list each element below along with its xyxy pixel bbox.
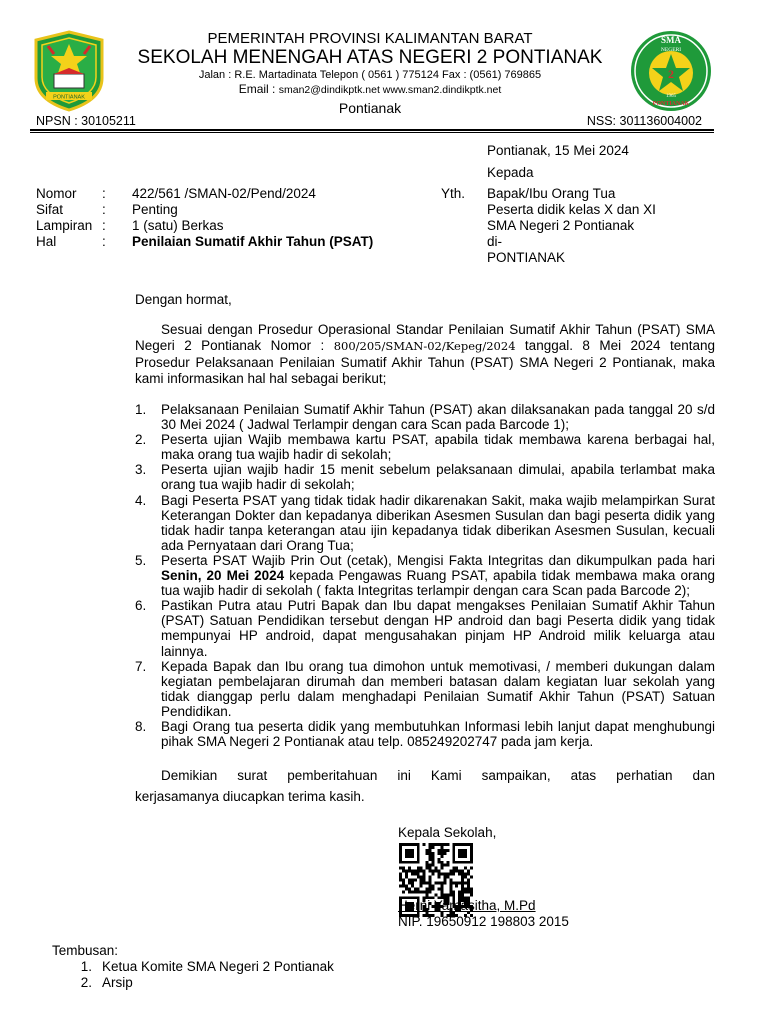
tembusan-title: Tembusan: bbox=[52, 943, 119, 958]
meta-label: Hal bbox=[36, 234, 57, 249]
school-name: SEKOLAH MENENGAH ATAS NEGERI 2 PONTIANAK bbox=[137, 47, 603, 68]
item-text: Kepada Bapak dan Ibu orang tua dimohon untuk memotivasi, / memberi dukungan dalam kegiatan pembelajaran dirumah dan memberi batasan dalam kegiatan luar sekolah yang tidak dianggap perlu dalam menghadapi Penilaian Sumatif Akhir Tahun (PSAT) Satuan Pendidikan. bbox=[161, 658, 715, 719]
list-item bbox=[135, 659, 715, 719]
meta-label: Lampiran bbox=[36, 218, 93, 233]
item-number: 3. bbox=[135, 462, 147, 478]
meta-value: Penting bbox=[132, 202, 178, 217]
svg-text:SMA: SMA bbox=[661, 35, 681, 45]
closing-line: Demikian surat pemberitahuan ini Kami sampaikan, atas perhatian dan bbox=[161, 768, 715, 783]
item-text: Peserta ujian Wajib membawa kartu PSAT, apabila tidak membawa karena berbagai hal, maka orang tua wajib hadir di sekolah; bbox=[161, 432, 715, 463]
recipient-line: Peserta didik kelas X dan XI bbox=[487, 202, 656, 217]
nss-number: NSS: 301136004002 bbox=[586, 114, 702, 128]
provincial-emblem-logo bbox=[32, 30, 106, 112]
item-number: 4. bbox=[135, 492, 147, 508]
closing-paragraph bbox=[135, 765, 715, 807]
item-number: 1. bbox=[135, 402, 147, 417]
item-text: Pelaksanaan Penilaian Sumatif Akhir Tahun (PSAT) akan dilaksanakan pada tanggal 20 s/d 30 Mei 2024 ( Jadwal Terlampir dengan cara Scan pada Barcode 1); bbox=[161, 402, 715, 433]
recipient-line: di- bbox=[487, 234, 503, 249]
list-item bbox=[135, 553, 715, 598]
salutation: Dengan hormat, bbox=[135, 292, 232, 307]
item-text-part: kepada Pengawas Ruang PSAT, apabila tidak membawa maka orang tua wajib hadir di sekolah ( fakta Integritas terlampir dengan cara Scan pada Barcode 2); bbox=[161, 568, 715, 599]
meta-label: Nomor bbox=[36, 186, 77, 201]
kepada-label: Kepada bbox=[487, 165, 534, 180]
header-divider-thick bbox=[30, 129, 714, 131]
list-item bbox=[135, 719, 715, 749]
item-text: Ketua Komite SMA Negeri 2 Pontianak bbox=[102, 959, 334, 974]
letter-meta bbox=[36, 186, 373, 250]
school-logo bbox=[630, 30, 712, 112]
item-text: Pastikan Putra atau Putri Bapak dan Ibu dapat mengakses Penilaian Sumatif Akhir Tahun (PSAT) Satuan Pendidikan tersebut dengan HP android dan bagi Peserta didik yang tidak mempunyai HP android, dapat mengusahakan pinjam HP Android milik keluarga atau lainnya. bbox=[161, 598, 715, 659]
tembusan-item bbox=[52, 975, 334, 991]
reference-number: 800/205/SMAN-02/Kepeg/2024 bbox=[333, 339, 516, 354]
item-text: Bagi Peserta PSAT yang tidak tidak hadir dikarenakan Sakit, maka wajib melampirkan Surat Keterangan Dokter dan kepadanya diberikan Asesmen Susulan dan bagi peserta didik yang tidak hadir tanpa keterangan atau ijin kepadanya tidak diberikan Asesmen Susulan, kecuali ada Pernyataan dari Orang Tua; bbox=[161, 492, 715, 553]
letterhead bbox=[110, 30, 630, 117]
signatory-name: Herni Yamasitha, M.Pd bbox=[398, 898, 536, 913]
carbon-copy-section bbox=[52, 943, 334, 991]
svg-text:PONTIANAK: PONTIANAK bbox=[652, 101, 690, 107]
svg-text:2: 2 bbox=[668, 67, 674, 81]
svg-text:NEGERI: NEGERI bbox=[660, 47, 682, 53]
meta-value: 1 (satu) Berkas bbox=[132, 218, 224, 233]
school-contact bbox=[110, 82, 630, 98]
school-address: Jalan : R.E. Martadinata Telepon ( 0561 ) 775124 Fax : (0561) 769865 bbox=[198, 69, 542, 81]
item-number: 2. bbox=[80, 975, 92, 990]
list-item bbox=[135, 598, 715, 658]
meta-label: Sifat bbox=[36, 202, 64, 217]
letter-date: Pontianak, 15 Mei 2024 bbox=[487, 143, 629, 158]
recipient-line: PONTIANAK bbox=[487, 250, 566, 265]
signatory-nip: NIP. 19650912 198803 2015 bbox=[398, 914, 569, 929]
meta-colon: : bbox=[102, 186, 106, 201]
item-text: Arsip bbox=[102, 975, 133, 990]
closing-line: kerjasamanya diucapkan terima kasih. bbox=[135, 789, 365, 804]
signature-block bbox=[398, 898, 569, 930]
yth-label: Yth. bbox=[441, 186, 466, 201]
header-divider-thin bbox=[30, 132, 714, 133]
subject-value: Penilaian Sumatif Akhir Tahun (PSAT) bbox=[132, 234, 374, 249]
meta-row bbox=[36, 202, 373, 218]
recipient-address bbox=[487, 186, 656, 266]
svg-text:1965: 1965 bbox=[666, 94, 676, 99]
item-number: 8. bbox=[135, 718, 147, 734]
information-list bbox=[135, 402, 715, 749]
meta-value: 422/561 /SMAN-02/Pend/2024 bbox=[132, 186, 316, 201]
npsn-number: NPSN : 30105211 bbox=[36, 114, 136, 128]
item-number: 6. bbox=[135, 598, 147, 614]
list-item bbox=[135, 402, 715, 432]
item-text: Peserta ujian wajib hadir 15 menit sebelum pelaksanaan dimulai, apabila terlambat maka orang tua wajib hadir di sekolah; bbox=[161, 462, 715, 493]
deadline-date: Senin, 20 Mei 2024 bbox=[161, 568, 285, 584]
meta-row bbox=[36, 234, 373, 250]
item-number: 5. bbox=[135, 552, 147, 568]
list-item bbox=[135, 432, 715, 462]
recipient-line: SMA Negeri 2 Pontianak bbox=[487, 218, 635, 233]
email-label: Email : bbox=[238, 82, 279, 96]
government-name: PEMERINTAH PROVINSI KALIMANTAN BARAT bbox=[207, 30, 533, 47]
item-text: Bagi Orang tua peserta didik yang membutuhkan Informasi lebih lanjut dapat menghubungi pihak SMA Negeri 2 Pontianak atau telp. 085249202747 pada jam kerja. bbox=[161, 718, 715, 750]
opening-text: Sesuai dengan Prosedur Operasional Standar Penilaian Sumatif Akhir Tahun (PSAT) SMA Negeri 2 Pontianak Nomor : bbox=[135, 322, 715, 354]
opening-text-cont: tanggal. 8 Mei 2024 tentang Prosedur Pelaksanaan Penilaian Sumatif Akhir Tahun (PSAT) SMA Negeri 2 Pontianak, maka kami informasikan hal hal sebagai berikut; bbox=[135, 338, 715, 386]
item-text-part: Peserta PSAT Wajib Prin Out (cetak), Mengisi Fakta Integritas dan dikumpulkan pada hari bbox=[161, 552, 715, 568]
item-number: 1. bbox=[80, 959, 92, 974]
meta-colon: : bbox=[102, 202, 106, 217]
list-item bbox=[135, 462, 715, 492]
svg-text:PONTIANAK: PONTIANAK bbox=[53, 94, 85, 101]
meta-row bbox=[36, 186, 373, 202]
recipient-line: Bapak/Ibu Orang Tua bbox=[487, 186, 616, 201]
opening-paragraph bbox=[135, 322, 715, 387]
school-city: Pontianak bbox=[338, 100, 402, 116]
item-number: 7. bbox=[135, 658, 147, 674]
meta-colon: : bbox=[102, 234, 106, 249]
email-website: sman2@dindikptk.net www.sman2.dindikptk.net bbox=[278, 84, 502, 96]
meta-colon: : bbox=[102, 218, 106, 233]
tembusan-item bbox=[52, 959, 334, 975]
list-item bbox=[135, 493, 715, 553]
item-text bbox=[161, 553, 715, 598]
item-number: 2. bbox=[135, 432, 147, 448]
meta-row bbox=[36, 218, 373, 234]
signatory-title: Kepala Sekolah, bbox=[398, 825, 497, 840]
